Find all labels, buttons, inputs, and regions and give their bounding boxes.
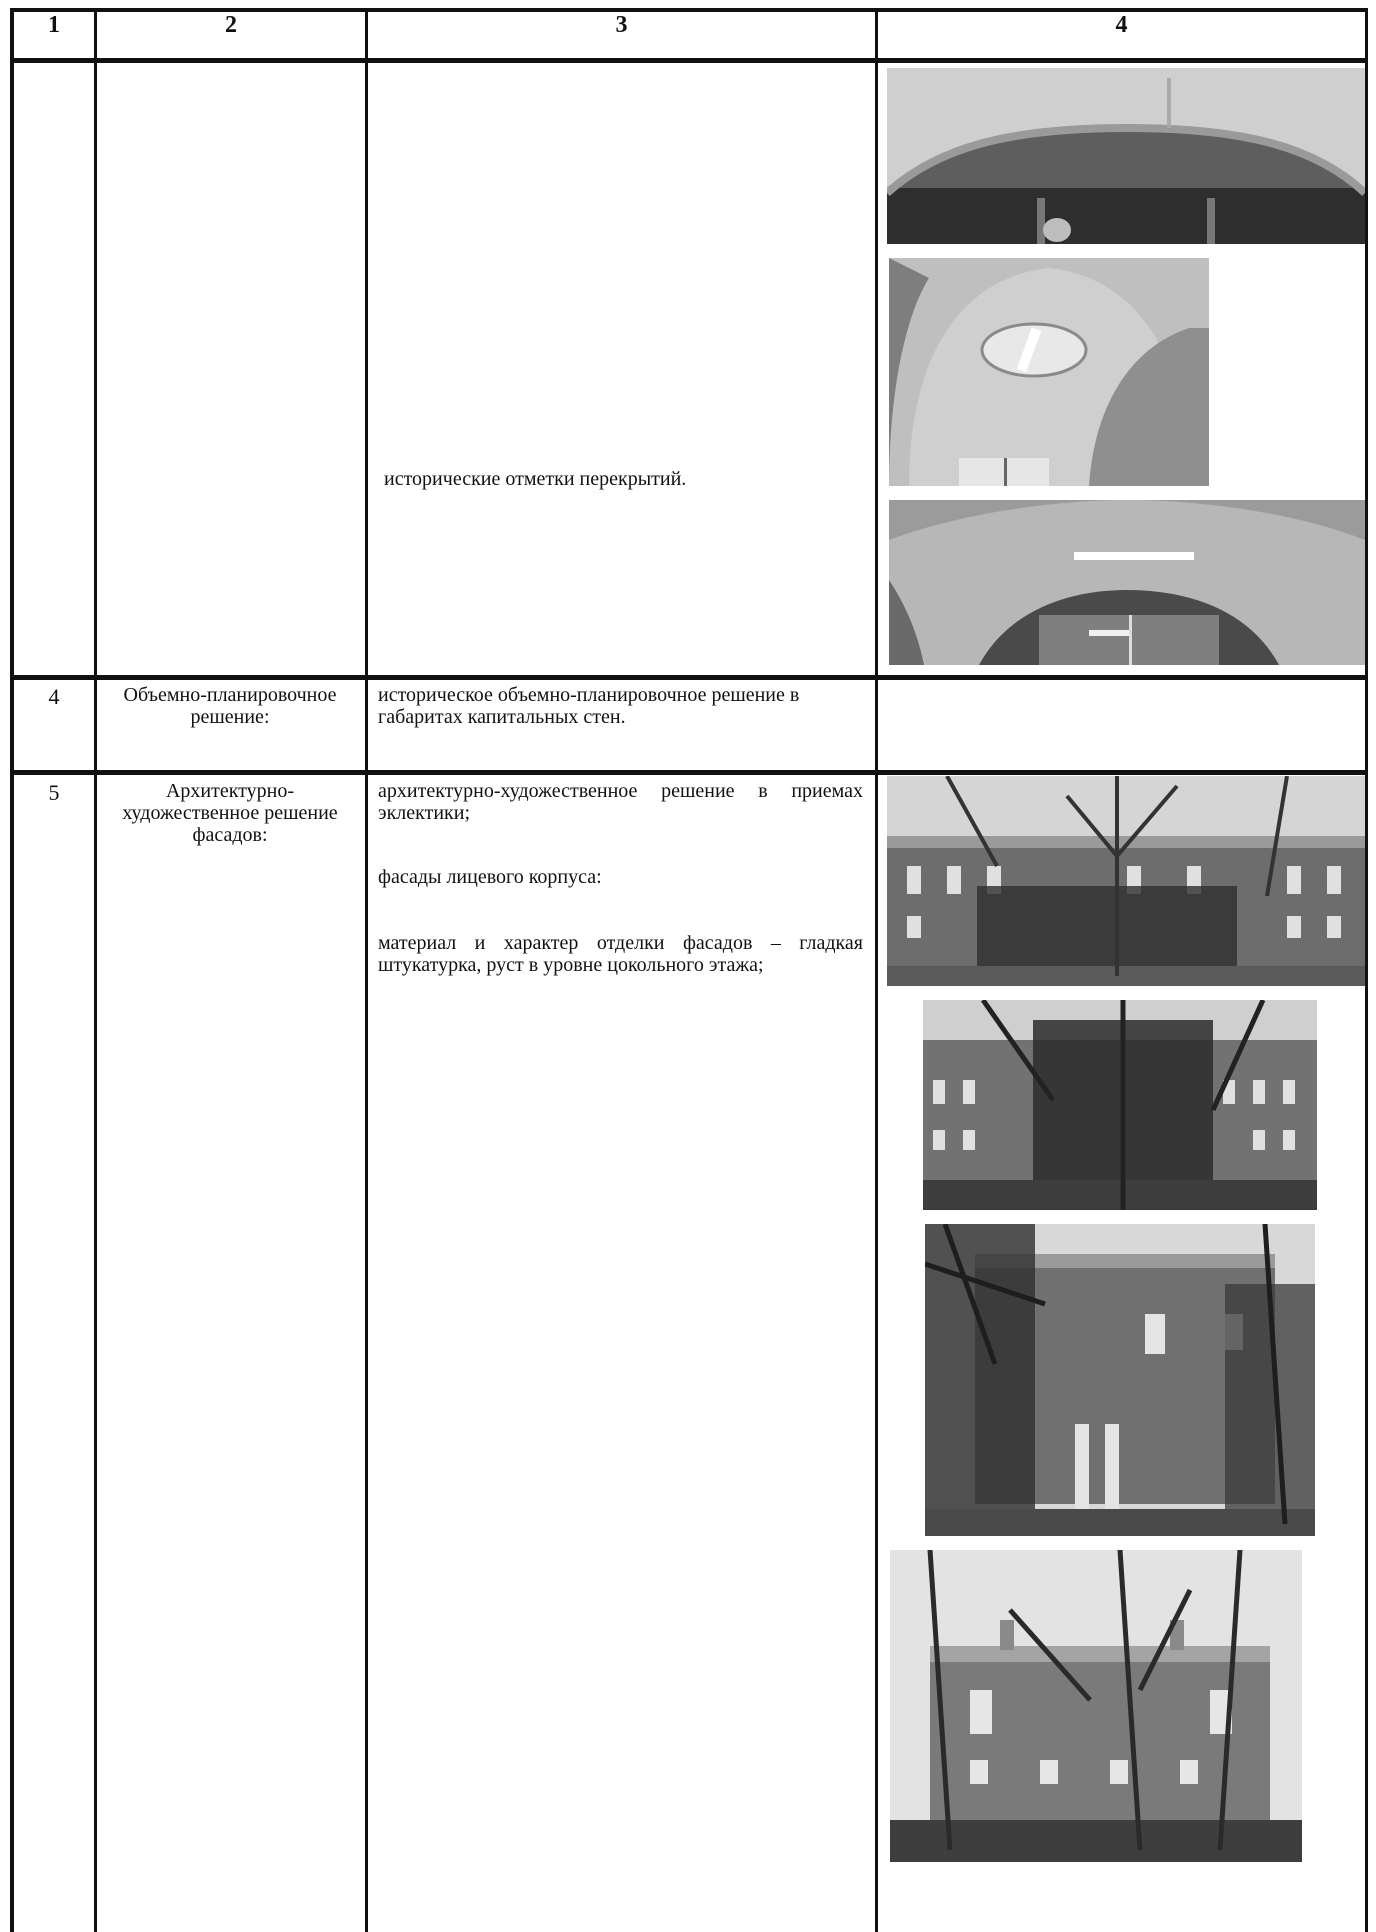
facade-photo-4: [890, 1550, 1302, 1862]
row5-number: 5: [48, 780, 60, 805]
header-col-3: 3: [615, 12, 628, 38]
vaulted-arch-photo: [887, 68, 1365, 244]
header-separator: [10, 58, 1368, 63]
row4-number: 4: [48, 684, 60, 709]
row-separator-1: [10, 675, 1368, 680]
row-separator-2: [10, 770, 1368, 775]
row5-name: Архитектурно-художественное решение фасадов:: [122, 780, 338, 846]
row4-description: историческое объемно-планировочное решение в габаритах капитальных стен.: [378, 684, 800, 728]
table-border-left: [10, 8, 14, 1932]
row5-paragraph-1: архитектурно-художественное решение в приемах эклектики;: [378, 780, 863, 824]
vaulted-ceiling-oculus-photo: [889, 258, 1209, 486]
column-divider-2: [365, 8, 368, 1932]
facade-photo-1: [887, 776, 1365, 986]
header-col-4: 4: [1115, 12, 1128, 38]
column-divider-3: [875, 8, 878, 1932]
row5-paragraph-3: материал и характер отделки фасадов – гладкая штукатурка, руст в уровне цокольного этажа;: [378, 932, 863, 976]
row4-name: Объемно-планировочное решение:: [123, 684, 337, 728]
vaulted-ceiling-lamp-photo: [889, 500, 1365, 665]
facade-photo-3: [925, 1224, 1315, 1536]
row1-description: исторические отметки перекрытий.: [384, 468, 687, 490]
table-border-right: [1365, 8, 1368, 1932]
facade-photo-2: [923, 1000, 1317, 1210]
column-divider-1: [94, 8, 97, 1932]
row5-paragraph-2: фасады лицевого корпуса:: [378, 866, 602, 888]
header-col-2: 2: [225, 12, 237, 38]
header-col-1: 1: [48, 12, 60, 38]
